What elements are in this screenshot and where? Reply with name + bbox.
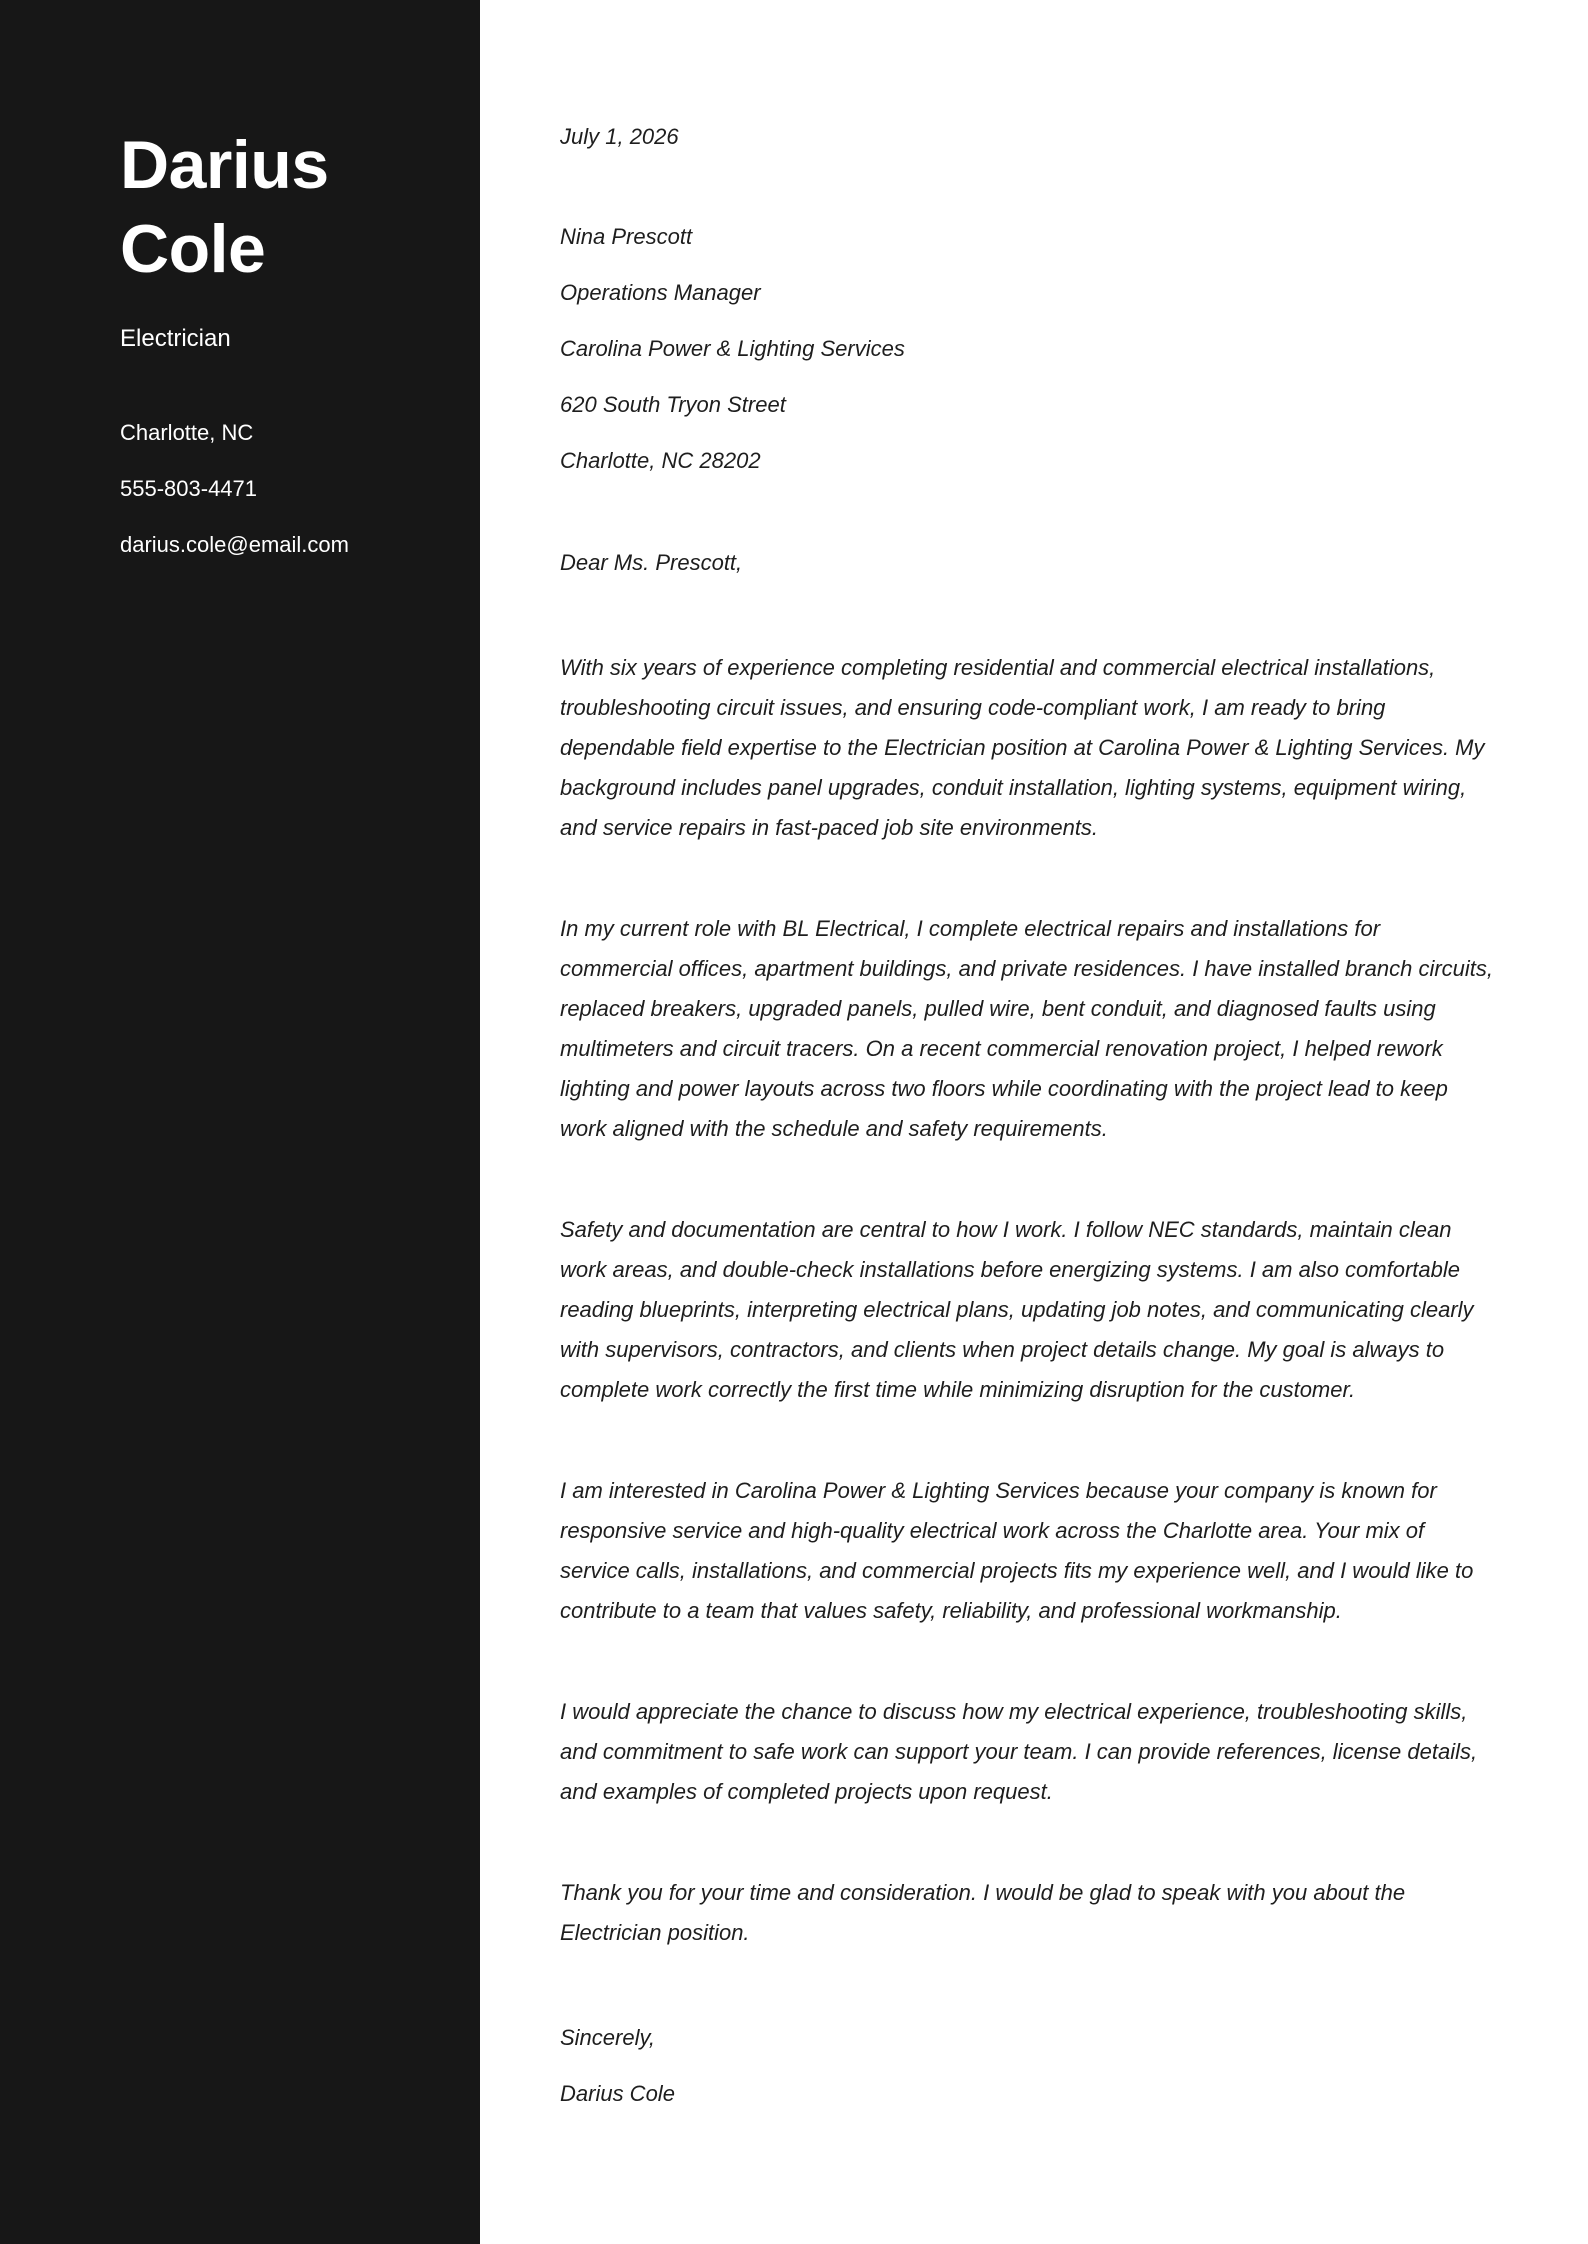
recipient-street: 620 South Tryon Street — [560, 392, 786, 417]
closing-phrase: Sincerely, — [560, 2025, 655, 2050]
applicant-first-name: Darius — [120, 127, 329, 203]
recipient-block — [560, 221, 1498, 477]
recipient-company: Carolina Power & Lighting Services — [560, 336, 905, 361]
letter-paragraph: With six years of experience completing residential and commercial electrical installations, troubleshooting circuit issues, and ensuring code-compliant work, I am ready to bring dependable field expertise to the Electrician position at Carolina Power & Lighting Services. My background includes panel upgrades, conduit installation, lighting systems, equipment wiring, and service repairs in fast-paced job site environments. — [560, 655, 1485, 840]
applicant-last-name: Cole — [120, 211, 266, 287]
letter-body — [480, 0, 1588, 2244]
letter-paragraph: In my current role with BL Electrical, I complete electrical repairs and installations for commercial offices, apartment buildings, and private residences. I have installed branch circuits, replaced breakers, upgraded panels, pulled wire, bent conduit, and diagnosed faults using multimeters and circuit tracers. On a recent commercial renovation project, I helped rework lighting and power layouts across two floors while coordinating with the project lead to keep work aligned with the schedule and safety requirements. — [560, 916, 1494, 1141]
contact-list — [120, 419, 420, 559]
contact-phone: 555-803-4471 — [120, 476, 258, 501]
recipient-name: Nina Prescott — [560, 224, 693, 249]
letter-paragraph: I am interested in Carolina Power & Lighting Services because your company is known for responsive service and high-quality electrical work across the Charlotte area. Your mix of service calls, installations, and commercial projects fits my experience well, and I would like to contribute to a team that values safety, reliability, and professional workmanship. — [560, 1478, 1474, 1623]
sidebar — [0, 0, 480, 2244]
applicant-job-title: Electrician — [120, 325, 231, 352]
recipient-position: Operations Manager — [560, 280, 761, 305]
recipient-city: Charlotte, NC 28202 — [560, 448, 761, 473]
salutation: Dear Ms. Prescott, — [560, 550, 743, 575]
letter-paragraph: Thank you for your time and consideration. I would be glad to speak with you about the Electrician position. — [560, 1880, 1406, 1945]
letter-paragraph: I would appreciate the chance to discuss how my electrical experience, troubleshooting skills, and commitment to safe work can support your team. I can provide references, license details, and examples of completed projects upon request. — [560, 1699, 1478, 1804]
applicant-name — [120, 123, 420, 291]
closing-block — [560, 2022, 1498, 2110]
contact-location: Charlotte, NC — [120, 420, 254, 445]
contact-email: darius.cole@email.com — [120, 532, 349, 557]
letter-date: July 1, 2026 — [560, 124, 679, 149]
letter-paragraph: Safety and documentation are central to how I work. I follow NEC standards, maintain clean work areas, and double-check installations before energizing systems. I am also comfortable reading blueprints, interpreting electrical plans, updating job notes, and communicating clearly with supervisors, contractors, and clients when project details change. My goal is always to complete work correctly the first time while minimizing disruption for the customer. — [560, 1217, 1474, 1402]
signature: Darius Cole — [560, 2081, 675, 2106]
